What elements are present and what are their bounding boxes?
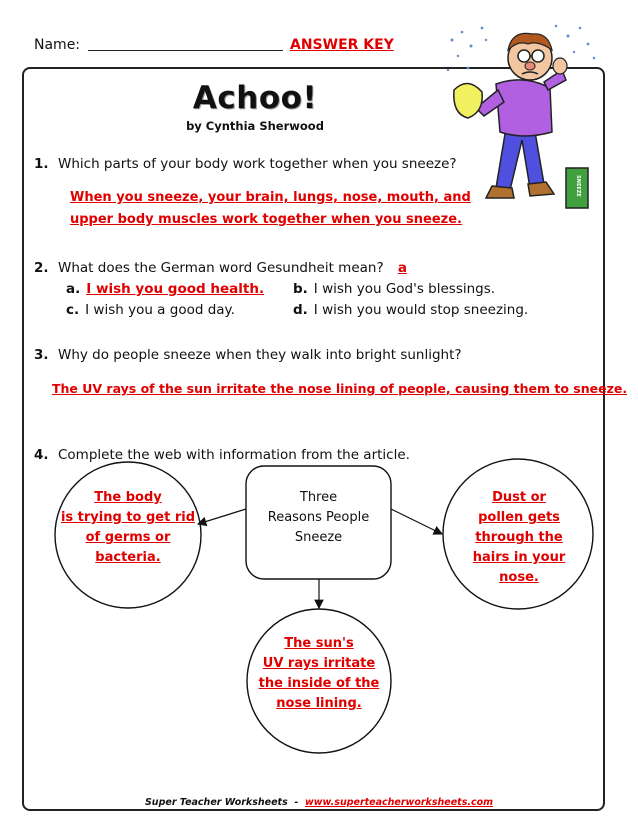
footer: [0, 797, 638, 808]
story-title: Achoo!: [192, 80, 318, 116]
question-1-answer-line-1: When you sneeze, your brain, lungs, nose, mouth, and: [70, 190, 471, 205]
option-a-text: I wish you good health.: [86, 281, 265, 297]
story-byline: by Cynthia Sherwood: [186, 119, 324, 133]
footer-brand: Super Teacher Worksheets: [144, 797, 288, 808]
option-d-text: I wish you would stop sneezing.: [313, 302, 529, 318]
question-1-answer-line-2: upper body muscles work together when you sneeze.: [70, 212, 462, 227]
name-label: Name:: [34, 37, 81, 53]
option-d: d. I wish you would stop sneezing.: [293, 302, 529, 318]
option-b: b. I wish you God's blessings.: [293, 281, 496, 297]
arrow-to-left: [198, 509, 246, 524]
answer-key-label: ANSWER KEY: [290, 37, 394, 53]
footer-url-link[interactable]: www.superteacherworksheets.com: [304, 797, 494, 808]
question-4-text: Complete the web with information from the article.: [58, 447, 410, 463]
arrow-to-right: [391, 509, 442, 534]
tissue-box-label: SNEEZE: [575, 175, 581, 197]
option-c: c. I wish you a good day.: [66, 302, 235, 318]
question-3-answer: The UV rays of the sun irritate the nose lining of people, causing them to sneeze.: [52, 381, 628, 396]
question-1-text: Which parts of your body work together when you sneeze?: [58, 156, 457, 172]
option-b-text: I wish you God's blessings.: [313, 281, 496, 297]
footer-separator: -: [294, 797, 299, 808]
question-3-number: 3.: [34, 347, 49, 363]
web-bottom-answer: The sun's UV rays irritate the inside of the nose lining.: [258, 636, 380, 711]
web-center-text: Three Reasons People Sneeze: [267, 490, 370, 545]
web-right-answer: Dust or pollen gets through the hairs in your nose.: [472, 490, 566, 585]
question-4-number: 4.: [34, 447, 49, 463]
question-2-number: 2.: [34, 260, 49, 276]
question-2-text: What does the German word Gesundheit mean?: [58, 260, 384, 276]
question-2-answer: a: [397, 260, 408, 276]
question-3-text: Why do people sneeze when they walk into bright sunlight?: [58, 347, 462, 363]
web-left-answer: The body is trying to get rid of germs or bacteria.: [60, 490, 196, 565]
option-a: a. I wish you good health.: [66, 281, 265, 297]
question-1-number: 1.: [34, 156, 49, 172]
option-c-text: I wish you a good day.: [85, 302, 235, 318]
